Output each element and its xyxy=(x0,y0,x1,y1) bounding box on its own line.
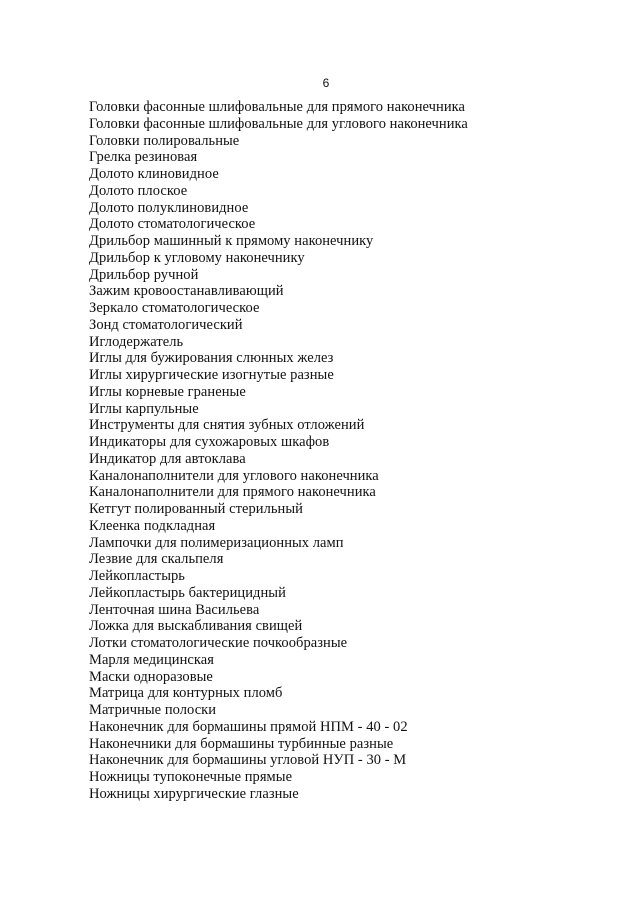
list-item: Лейкопластырь xyxy=(89,568,185,584)
list-item: Ленточная шина Васильева xyxy=(89,601,260,618)
list-item: Зажим кровоостанавливающий xyxy=(89,283,284,300)
list-item: Наконечник для бормашины прямой НПМ - 40 - 02 xyxy=(89,718,408,735)
list-item: Лейкопластырь бактерицидный xyxy=(89,584,286,601)
list-item: Матричные полоски xyxy=(89,702,217,718)
list-item: Марля медицинская xyxy=(89,651,214,668)
list-item: Иглы корневые граненые xyxy=(89,383,246,400)
list-item: Кетгут полированный стерильный xyxy=(89,501,303,517)
list-item: Маски одноразовые xyxy=(89,668,213,685)
list-item: Индикатор для автоклава xyxy=(89,450,246,467)
list-item: Дрильбор к угловому наконечнику xyxy=(89,249,305,266)
list-item: Иглы хирургические изогнутые разные xyxy=(89,367,334,383)
list-item: Индикаторы для сухожаровых шкафов xyxy=(89,434,330,450)
page-number: 6 xyxy=(322,76,330,90)
list-item: Головки фасонные шлифовальные для прямого наконечника xyxy=(89,99,465,115)
list-item: Иглы карпульные xyxy=(89,400,199,417)
list-item: Ножницы хирургические глазные xyxy=(89,785,299,802)
list-item: Лампочки для полимеризационных ламп xyxy=(89,534,344,551)
list-item: Наконечник для бормашины угловой НУП - 30 - М xyxy=(89,752,407,769)
list-item: Клеенка подкладная xyxy=(89,517,216,534)
list-item: Ножницы тупоконечные прямые xyxy=(89,769,293,785)
list-item: Матрица для контурных пломб xyxy=(89,685,283,702)
list-item: Зеркало стоматологическое xyxy=(89,300,260,316)
list-item: Дрильбор машинный к прямому наконечнику xyxy=(89,233,374,249)
list-item: Долото стоматологическое xyxy=(89,216,256,233)
list-item: Головки фасонные шлифовальные для углового наконечника xyxy=(89,115,468,132)
list-item: Грелка резиновая xyxy=(89,149,198,166)
list-item: Долото плоское xyxy=(89,182,188,199)
list-item: Долото клиновидное xyxy=(89,166,219,182)
list-item: Иглы для бужирования слюнных желез xyxy=(89,350,334,367)
list-item: Долото полуклиновидное xyxy=(89,199,249,216)
list-item: Ложка для выскабливания свищей xyxy=(89,618,303,635)
list-item: Лотки стоматологические почкообразные xyxy=(89,635,348,651)
list-item: Иглодержатель xyxy=(89,333,184,350)
list-item: Лезвие для скальпеля xyxy=(89,551,224,568)
list-item: Головки полировальные xyxy=(89,132,240,149)
list-item: Каналонаполнители для углового наконечника xyxy=(89,467,379,484)
list-item: Инструменты для снятия зубных отложений xyxy=(89,417,365,434)
list-item: Дрильбор ручной xyxy=(89,266,199,283)
item-list xyxy=(89,99,549,803)
list-item: Каналонаполнители для прямого наконечника xyxy=(89,484,376,501)
list-item: Зонд стоматологический xyxy=(89,316,243,333)
list-item: Наконечники для бормашины турбинные разные xyxy=(89,735,394,752)
